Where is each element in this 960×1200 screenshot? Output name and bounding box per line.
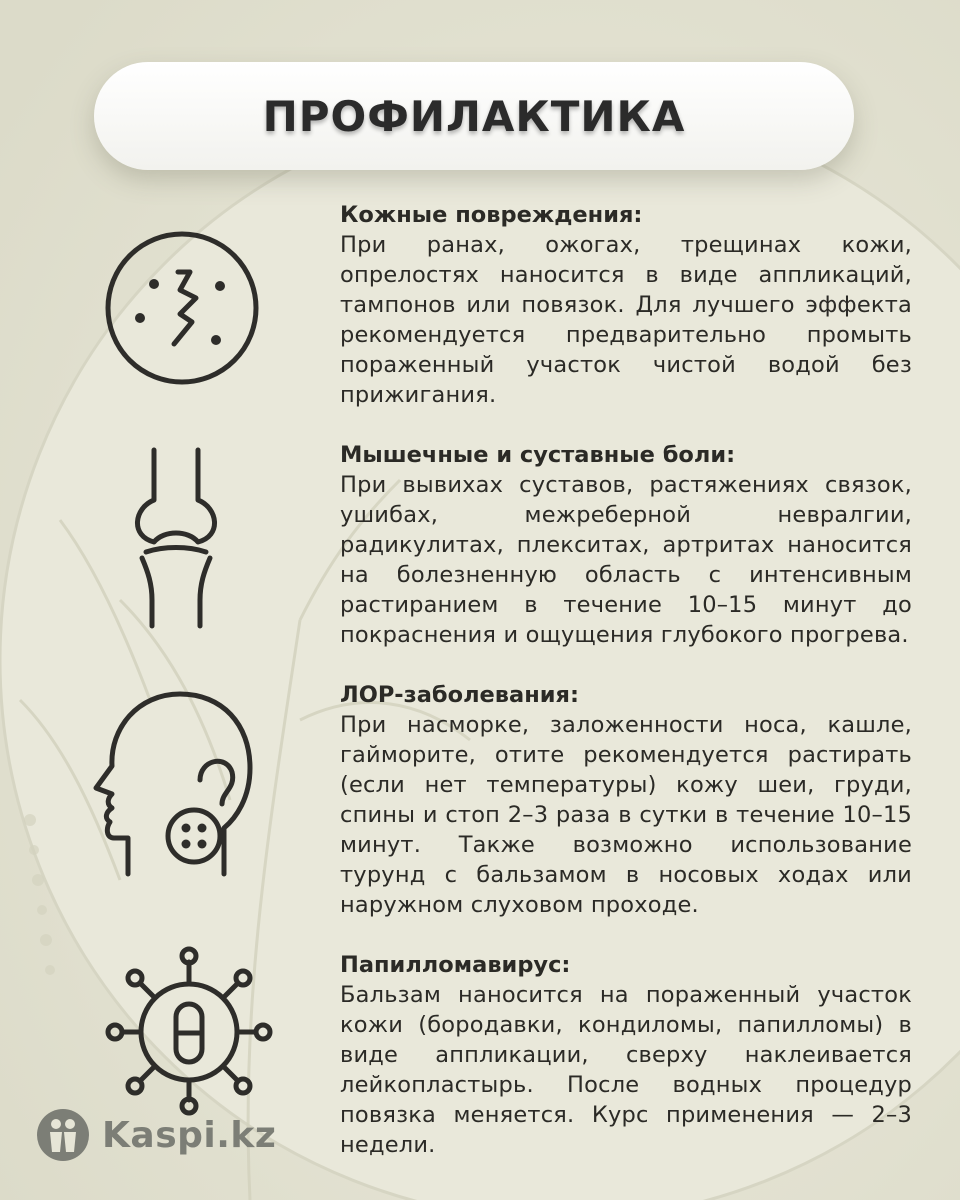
- brand-watermark: [36, 1108, 276, 1162]
- section-joints: [340, 440, 912, 650]
- ent-head-icon: [88, 688, 256, 880]
- section-heading: ЛОР-заболевания:: [340, 682, 579, 708]
- section-ent: [340, 680, 912, 920]
- skin-damage-icon: [104, 228, 260, 388]
- section-heading: Папилломавирус:: [340, 952, 571, 978]
- section-text: При вывихах суставов, растяжениях связок, ушибах, межреберной невралгии, радикулитах, плекситах, артритах наносится на болезненную область с интенсивным растиранием в течение 10–15 минут до покраснения и ощущения глубокого прогрева.: [340, 472, 912, 648]
- page-title: ПРОФИЛАКТИКА: [262, 91, 686, 141]
- section-text: При насморке, заложенности носа, кашле, гайморите, отите рекомендуется растирать (если нет температуры) кожу шеи, груди, спины и стоп 2–3 раза в сутки в течение 10–15 минут. Также возможно использование турунд с бальзамом в носовых ходах или наружном слуховом проходе.: [340, 712, 912, 918]
- section-papilloma: [340, 950, 912, 1160]
- brand-name: Kaspi.kz: [102, 1114, 277, 1156]
- section-text: При ранах, ожогах, трещинах кожи, опрелостях наносится в виде аппликаций, тампонов или повязок. Для лучшего эффекта рекомендуется предварительно промыть пораженный участок чистой водой без прижигания.: [340, 232, 912, 408]
- kaspi-shopping-bag-icon: [36, 1108, 90, 1162]
- section-heading: Мышечные и суставные боли:: [340, 442, 736, 468]
- title-banner: [94, 62, 854, 170]
- section-text: Бальзам наносится на пораженный участок кожи (бородавки, кондиломы, папилломы) в виде аппликации, сверху наклеивается лейкопластырь. После водных процедур повязка меняется. Курс применения — 2–3 недели.: [340, 982, 912, 1158]
- section-skin: [340, 200, 912, 410]
- virus-icon: [104, 946, 274, 1116]
- section-heading: Кожные повреждения:: [340, 202, 643, 228]
- joint-icon: [128, 446, 224, 630]
